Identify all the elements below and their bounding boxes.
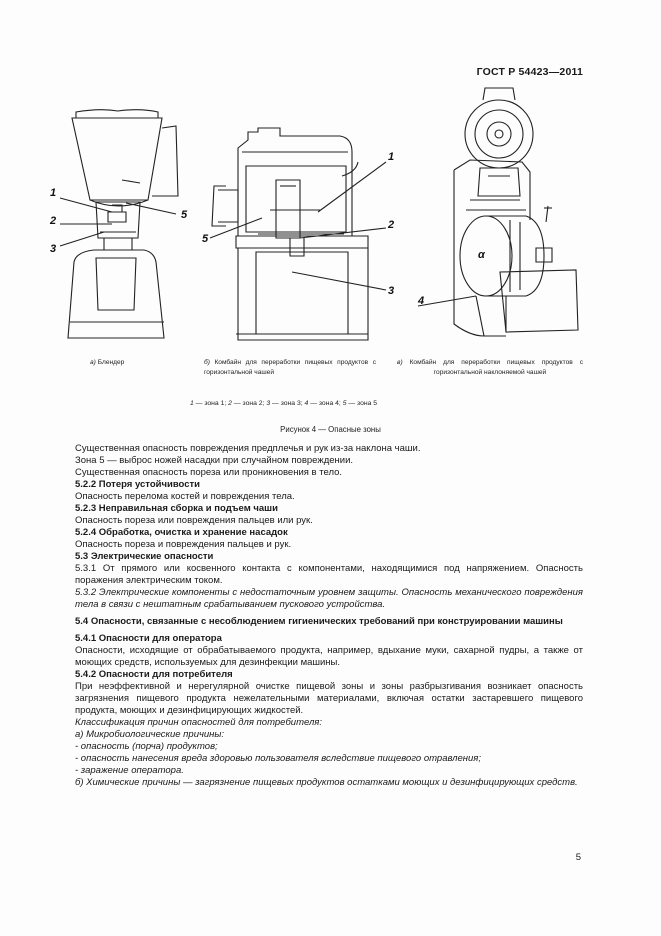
paragraph: 5.3.1 От прямого или косвенного контакта с компонентами, находящимися под напряжением. Опасность поражения электрическим током. xyxy=(75,563,583,586)
figure-legend: 1 — зона 1; 2 — зона 2; 3 — зона 3; 4 — зона 4; 5 — зона 5 xyxy=(190,400,378,407)
page-number: 5 xyxy=(575,852,581,863)
body-text xyxy=(75,443,583,789)
machine-b-label-1: 1 xyxy=(388,151,395,163)
caption-a: а) Блендер xyxy=(90,359,125,366)
paragraph: Существенная опасность повреждения предплечья и рук из-за наклона чаши. xyxy=(75,443,421,454)
paragraph: При неэффективной и нерегулярной очистке пищевой зоны и зоны разбрызгивания возникает опасность загрязнения пищевого продукта нежелательными материалами, включая остатки застаревшего пищевого продукта, моющих и дезинфицирующих жидкостей. xyxy=(75,681,583,716)
paragraph: Опасность пореза и повреждения пальцев и рук. xyxy=(75,539,292,550)
blender-label-5: 5 xyxy=(181,209,188,221)
section-heading: 5.3 Электрические опасности xyxy=(75,551,214,562)
machine-c-label-4: 4 xyxy=(418,295,425,307)
blender-label-1: 1 xyxy=(50,187,57,199)
paragraph: Существенная опасность пореза или проникновения в тело. xyxy=(75,467,343,478)
paragraph: Опасности, исходящие от обрабатываемого продукта, например, вдыхание муки, сахарной пудры, а также от моющих средств, используемых для дезинфекции машины. xyxy=(75,645,583,668)
section-heading: 5.2.4 Обработка, очистка и хранение насадок xyxy=(75,527,288,538)
machine-b-label-3: 3 xyxy=(388,285,395,297)
blender-label-2: 2 xyxy=(50,215,57,227)
blender-drawing xyxy=(60,110,178,338)
list-item: - заражение оператора. xyxy=(75,765,184,776)
caption-b: б) Комбайн для переработки пищевых продуктов с горизонтальной чашей xyxy=(204,359,376,376)
paragraph: 5.3.2 Электрические компоненты с недостаточным уровнем защиты. Опасность механического повреждения тела в связи с нештатным срабатыванием пускового устройства. xyxy=(75,587,583,610)
paragraph: б) Химические причины — загрязнение пищевых продуктов остатками моющих и дезинфицирующих средств. xyxy=(75,777,578,788)
section-heading: 5.4.2 Опасности для потребителя xyxy=(75,669,233,680)
list-item: - опасность нанесения вреда здоровью пользователя вследствие пищевого отравления; xyxy=(75,753,482,764)
machine-c-alpha: α xyxy=(478,249,485,261)
horizontal-bowl-machine-drawing xyxy=(210,128,386,340)
paragraph: Опасность перелома костей и повреждения тела. xyxy=(75,491,295,502)
caption-c: в) Комбайн для переработки пищевых продуктов с горизонтальной наклоняемой чашей xyxy=(397,359,583,376)
paragraph: Опасность пореза или повреждения пальцев или рук. xyxy=(75,515,313,526)
machine-b-label-5: 5 xyxy=(202,233,209,245)
document-code: ГОСТ Р 54423—2011 xyxy=(476,66,583,78)
paragraph: а) Микробиологические причины: xyxy=(75,729,225,740)
paragraph: Классификация причин опасностей для потребителя: xyxy=(75,717,323,728)
figure-labels xyxy=(49,151,486,307)
machine-b-label-2: 2 xyxy=(388,219,395,231)
section-heading: 5.4 Опасности, связанные с несоблюдением гигиенических требований при конструировании машины xyxy=(75,616,563,627)
figure-hazard-zones xyxy=(0,0,661,400)
blender-label-3: 3 xyxy=(50,243,57,255)
section-heading: 5.2.3 Неправильная сборка и подъем чаши xyxy=(75,503,278,514)
paragraph: Зона 5 — выброс ножей насадки при случайном повреждении. xyxy=(75,455,354,466)
tilting-bowl-machine-drawing xyxy=(418,88,578,336)
section-heading: 5.2.2 Потеря устойчивости xyxy=(75,479,200,490)
section-heading: 5.4.1 Опасности для оператора xyxy=(75,633,222,644)
figure-title: Рисунок 4 — Опасные зоны xyxy=(280,425,381,434)
list-item: - опасность (порча) продуктов; xyxy=(75,741,218,752)
